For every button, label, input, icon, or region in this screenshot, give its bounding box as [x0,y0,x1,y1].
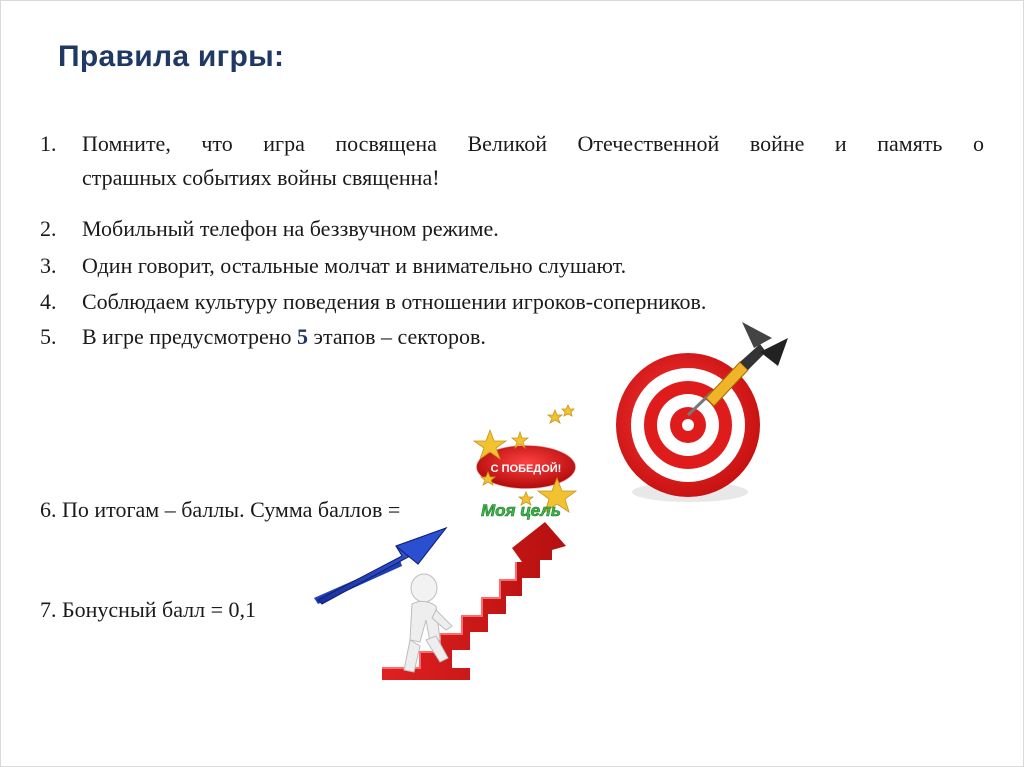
rule-number: 3. [40,253,57,278]
rule-text-line-1: Помните, что игра посвящена Великой Отечественной войне и память о [82,131,984,156]
star-icon [548,410,562,423]
rule-text: 6. По итогам – баллы. Сумма баллов = [40,497,401,522]
rule-number: 1. [40,131,57,156]
rule-number: 5. [40,324,57,349]
star-icon [519,492,533,505]
star-icon [562,405,574,416]
rule-text: 7. Бонусный балл = 0,1 [40,597,257,622]
rule-text: Один говорит, остальные молчат и внимательно слушают. [82,253,627,278]
rule-text-after: этапов – секторов. [308,324,486,349]
rule-number: 4. [40,289,57,314]
rule-item-7 [40,593,256,627]
rule-number: 2. [40,216,57,241]
rule-text-line-2: страшных событиях войны священна! [82,165,440,190]
rule-item-6 [40,493,400,527]
banner-text: С ПОБЕДОЙ! [490,463,562,475]
goal-label: Моя цель [481,501,561,520]
rule-text: Соблюдаем культуру поведения в отношении игроков-соперников. [82,289,707,314]
slide-title: Правила игры: [58,40,285,73]
stage-count: 5 [297,324,308,349]
rule-text-before: В игре предусмотрено [82,324,297,349]
rule-text: Мобильный телефон на беззвучном режиме. [82,216,499,241]
